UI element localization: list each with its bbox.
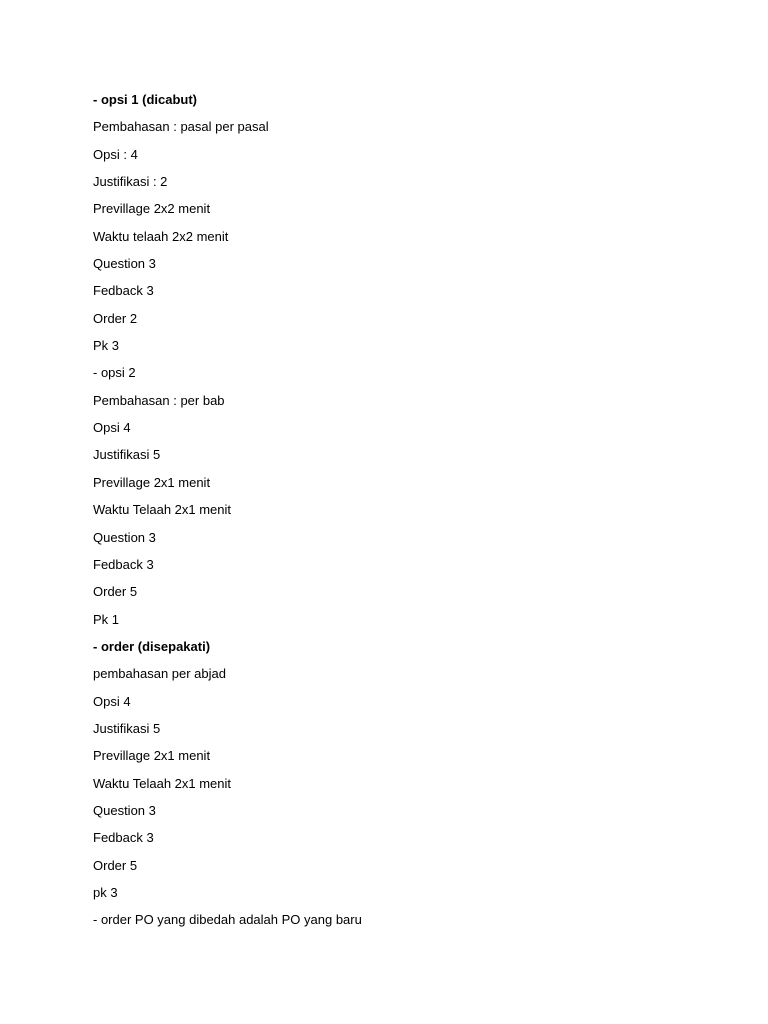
text-line: Waktu Telaah 2x1 menit <box>93 775 232 791</box>
text-line: Previllage 2x1 menit <box>93 474 211 490</box>
section-heading-opsi-2: - opsi 2 <box>93 365 136 381</box>
text-line: Order 5 <box>93 857 138 873</box>
text-line: Opsi : 4 <box>93 146 138 162</box>
text-line: Waktu telaah 2x2 menit <box>93 228 229 244</box>
text-line: Justifikasi : 2 <box>93 174 168 190</box>
text-line: Question 3 <box>93 256 156 272</box>
text-line-order-po: - order PO yang dibedah adalah PO yang baru <box>93 912 362 928</box>
text-line: Justifikasi 5 <box>93 447 161 463</box>
text-line: Fedback 3 <box>93 283 154 299</box>
text-line: Opsi 4 <box>93 420 131 436</box>
text-line: Previllage 2x1 menit <box>93 748 211 764</box>
text-line: Order 5 <box>93 584 138 600</box>
text-line: Pk 3 <box>93 338 120 354</box>
section-heading-opsi-1: - opsi 1 (dicabut) <box>93 92 197 107</box>
text-line: Fedback 3 <box>93 556 154 572</box>
text-line: Previllage 2x2 menit <box>93 201 211 217</box>
text-line: Question 3 <box>93 802 156 818</box>
text-line: Question 3 <box>93 529 156 545</box>
text-line: pembahasan per abjad <box>93 666 226 682</box>
section-heading-order: - order (disepakati) <box>93 638 211 654</box>
text-line: Order 2 <box>93 310 138 326</box>
text-line: Pembahasan : per bab <box>93 392 225 408</box>
text-line: Pembahasan : pasal per pasal <box>93 119 269 135</box>
text-line: Opsi 4 <box>93 693 131 709</box>
text-line: pk 3 <box>93 884 118 900</box>
text-line: Justifikasi 5 <box>93 720 161 736</box>
text-line: Waktu Telaah 2x1 menit <box>93 502 232 518</box>
text-line: Pk 1 <box>93 611 120 627</box>
text-line: Fedback 3 <box>93 830 154 846</box>
